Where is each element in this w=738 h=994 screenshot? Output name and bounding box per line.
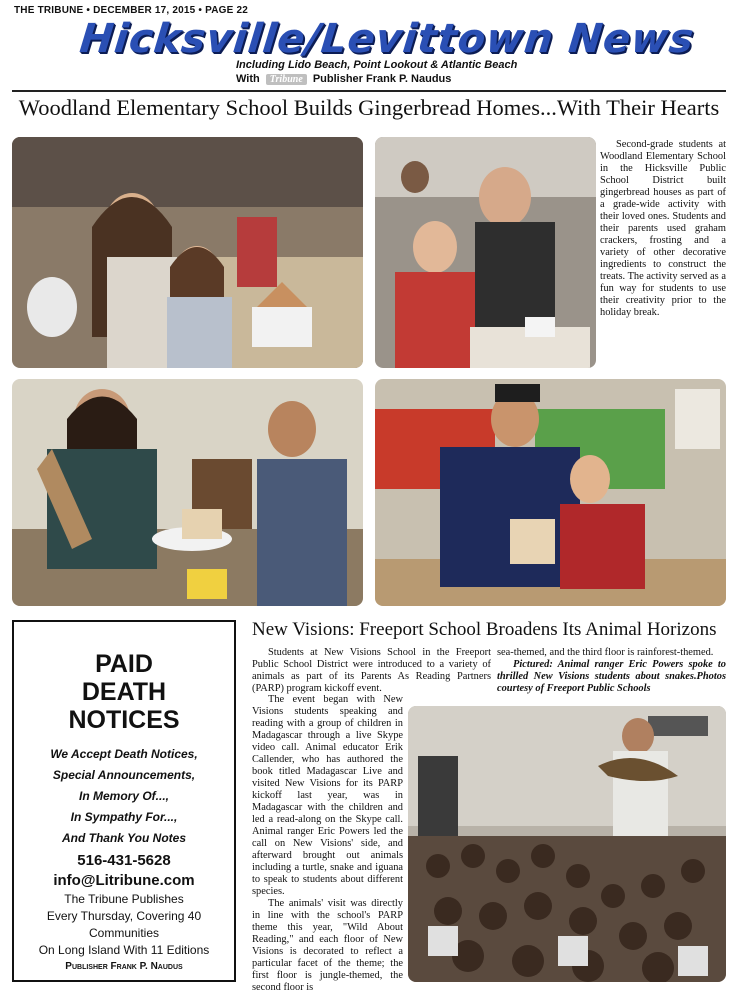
article1-paragraph: Second-grade students at Woodland Elementary School in the Hicksville Public School District built gingerbread houses as part of a grade-wide activity with their loved ones. Students and their parents used graham crackers, frosting and a variety of other decorative ingredients to construct the treats. The activity served as a fun way for students to use their creativity prior to the holiday break.: [600, 139, 726, 318]
article1-body: [600, 139, 726, 319]
ad-service-line: Special Announcements,: [52, 768, 196, 782]
ad-pub-line: On Long Island With 11 Editions: [38, 943, 210, 957]
ad-heading-line: PAID: [95, 650, 153, 678]
ad-pub-line: The Tribune Publishes: [64, 892, 184, 906]
masthead-publisher-line: [236, 73, 451, 85]
ad-heading: [14, 650, 234, 734]
tribune-logo: Tribune: [266, 74, 307, 85]
ad-services-list: [14, 744, 234, 849]
photo-animal-ranger-snake: [408, 706, 726, 982]
header-rule: [12, 90, 726, 92]
ad-pub-line: Every Thursday, Covering 40 Communities: [46, 909, 202, 940]
article2-paragraph: Students at New Visions School in the Freeport Public School District were introduced to a variety of animals as part of its Parents As Reading Partners (PARP) program kickoff event.: [252, 647, 491, 694]
article2-headline: New Visions: Freeport School Broadens Its Animal Horizons: [252, 619, 717, 640]
article2-body: [252, 694, 403, 994]
article2-paragraph: The animals' visit was directly in line with the school's PARP theme this year, "Wild About Reading," and each floor of New Visions is decorated to reflect a particular facet of the theme; the first floor is jungle-themed, the second floor is: [252, 898, 403, 993]
masthead-title: Hicksville/Levittown News: [77, 16, 697, 62]
ad-publisher-signature: Publisher Frank P. Naudus: [65, 961, 183, 972]
ad-service-line: In Memory Of...,: [78, 789, 169, 803]
page-folio: THE TRIBUNE • DECEMBER 17, 2015 • PAGE 22: [14, 5, 248, 16]
ad-publishing-info: [14, 891, 234, 959]
paid-death-notices-ad: [12, 620, 236, 982]
article2-caption: Pictured: Animal ranger Eric Powers spoke to thrilled New Visions students about snakes.Photos courtesy of Freeport Public Schools: [497, 659, 726, 694]
ad-heading-line: DEATH: [81, 678, 167, 706]
article2-continued-text: sea-themed, and the third floor is rainforest-themed.: [497, 647, 714, 658]
photo-gingerbread-father-boy: [375, 379, 726, 606]
article2-continued: [497, 647, 726, 695]
ad-service-line: And Thank You Notes: [61, 831, 186, 845]
ad-heading-line: NOTICES: [68, 706, 180, 734]
masthead-with: With: [236, 73, 260, 85]
article2-paragraph: The event began with New Visions students speaking and reading with a group of children in Madagascar through a live Skype video call. Animal educator Erik Callender, who has authored the book titled Madagascar Live and visited New Visions for its PARP kickoff last year, was in Madagascar with the children and led a read-along on the Skype call. Animal ranger Eric Powers led the call on New Visions' side, and afterward brought out animals including a turtle, snake and iguana to speak to students about different species.: [252, 694, 403, 897]
photo-gingerbread-mother-son: [12, 379, 363, 606]
ad-service-line: In Sympathy For...,: [70, 810, 178, 824]
article1-headline: Woodland Elementary School Builds Gingerbread Homes...With Their Hearts: [18, 95, 720, 120]
masthead-publisher: Publisher Frank P. Naudus: [312, 73, 452, 85]
ad-service-line: We Accept Death Notices,: [50, 747, 198, 761]
photo-gingerbread-father-son: [375, 137, 596, 368]
article2-lead: [252, 647, 491, 695]
ad-email: info@Litribune.com: [53, 872, 195, 889]
ad-phone: 516-431-5628: [77, 852, 171, 869]
masthead-subtitle: Including Lido Beach, Point Lookout & Atlantic Beach: [236, 59, 518, 71]
photo-gingerbread-mother-daughter: [12, 137, 363, 368]
